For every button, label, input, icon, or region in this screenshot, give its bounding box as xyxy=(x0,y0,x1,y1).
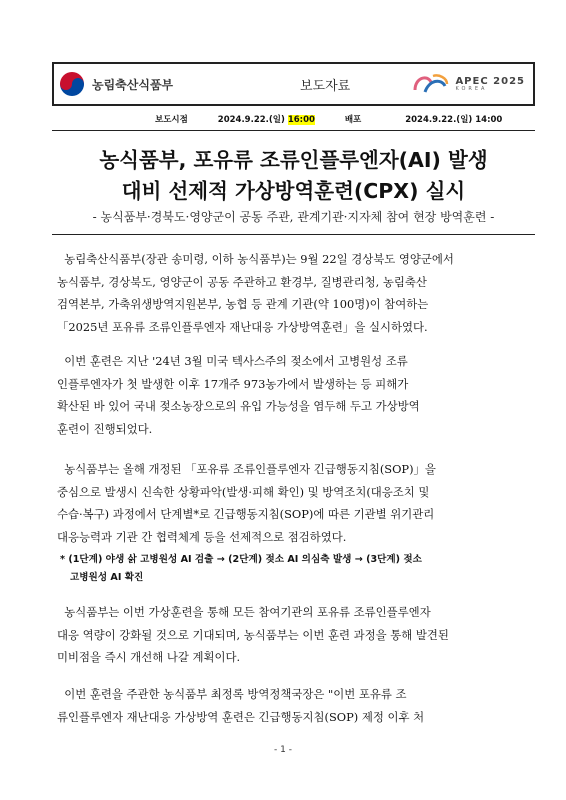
text-line: 농식품부는 이번 가상훈련을 통해 모든 참여기관의 포유류 조류인플루엔자 xyxy=(57,605,431,619)
apec-title: APEC 2025 xyxy=(455,75,525,87)
page-number: - 1 - xyxy=(274,745,292,755)
text-line: 검역본부, 가축위생방역지원본부, 농협 등 관계 기관(약 100명)이 참여하는 xyxy=(57,297,429,312)
divider-line xyxy=(52,130,535,131)
text-line: 농식품부는 올해 개정된 「포유류 조류인플루엔자 긴급행동지침(SOP)」을 xyxy=(57,462,436,476)
text-line: 대응능력과 기관 간 협력체계 등을 선제적으로 점검하였다. xyxy=(57,529,347,544)
paragraph-5 xyxy=(57,683,519,728)
apec-logo xyxy=(411,72,525,96)
taeguk-emblem-icon xyxy=(60,72,84,96)
distribution-date: 2024.9.22.(일) 14:00 xyxy=(405,115,503,125)
release-label: 보도시점 xyxy=(155,115,188,125)
text-line: 훈련이 진행되었다. xyxy=(57,421,153,436)
footnote-line: * (1단계) 야생 삵 고병원성 AI 검출 → (2단계) 젖소 AI 의심축 발생 → (3단계) 젖소 xyxy=(60,554,422,565)
text-line: 이번 훈련은 지난 '24년 3월 미국 텍사스주의 젖소에서 고병원성 조류 xyxy=(57,354,408,368)
release-time: 16:00 xyxy=(287,115,315,125)
text-line: 인플루엔자가 첫 발생한 이후 17개주 973농가에서 발생하는 등 피해가 xyxy=(57,376,409,391)
text-line: 류인플루엔자 재난대응 가상방역 훈련은 긴급행동지침(SOP) 제정 이후 처 xyxy=(57,709,425,724)
paragraph-1 xyxy=(57,248,519,338)
ministry-logo xyxy=(60,72,230,96)
release-info xyxy=(155,113,502,125)
press-release-header xyxy=(52,62,535,106)
text-line: 농식품부, 경상북도, 영양군이 공동 주관하고 환경부, 질병관리청, 농림축산 xyxy=(57,274,427,289)
footnote-line: 고병원성 AI 확진 xyxy=(60,572,144,583)
headline-line-1: 농식품부, 포유류 조류인플루엔자(AI) 발생 xyxy=(99,148,488,172)
ministry-name: 농림축산식품부 xyxy=(92,77,174,92)
paragraph-4 xyxy=(57,601,519,669)
apec-swirl-icon xyxy=(411,72,451,96)
text-line: 미비점을 즉시 개선해 나갈 계획이다. xyxy=(57,650,241,665)
text-line: 대응 역량이 강화될 것으로 기대되며, 농식품부는 이번 훈련 과정을 통해 발견된 xyxy=(57,627,449,642)
distribution-label: 배포 xyxy=(344,115,362,125)
subheadline: - 농식품부·경북도·영양군이 공동 주관, 관계기관·지자체 참여 현장 방역훈련 - xyxy=(92,210,495,224)
paragraph-3 xyxy=(57,458,519,548)
text-line: 「2025년 포유류 조류인플루엔자 재난대응 가상방역훈련」을 실시하였다. xyxy=(57,319,428,334)
release-date: 2024.9.22.(일) xyxy=(217,115,285,125)
text-line: 이번 훈련을 주관한 농식품부 최정록 방역정책국장은 "이번 포유류 조 xyxy=(57,687,407,701)
text-line: 중심으로 발생시 신속한 상황파악(발생·피해 확인) 및 방역조치(대응조치 및 xyxy=(57,484,430,499)
document-type: 보도자료 xyxy=(300,78,351,94)
apec-subtitle: KOREA xyxy=(455,85,488,92)
text-line: 수습·복구) 과정에서 단계별*로 긴급행동지침(SOP)에 따른 기관별 위기관리 xyxy=(57,507,435,522)
headline-line-2: 대비 선제적 가상방역훈련(CPX) 실시 xyxy=(121,179,466,203)
paragraph-2 xyxy=(57,350,519,440)
divider-line xyxy=(52,234,535,235)
text-line: 농림축산식품부(장관 송미령, 이하 농식품부)는 9월 22일 경상북도 영양군에서 xyxy=(57,252,454,266)
text-line: 확산된 바 있어 국내 젖소농장으로의 유입 가능성을 염두해 두고 가상방역 xyxy=(57,399,420,414)
footnote xyxy=(60,551,520,587)
